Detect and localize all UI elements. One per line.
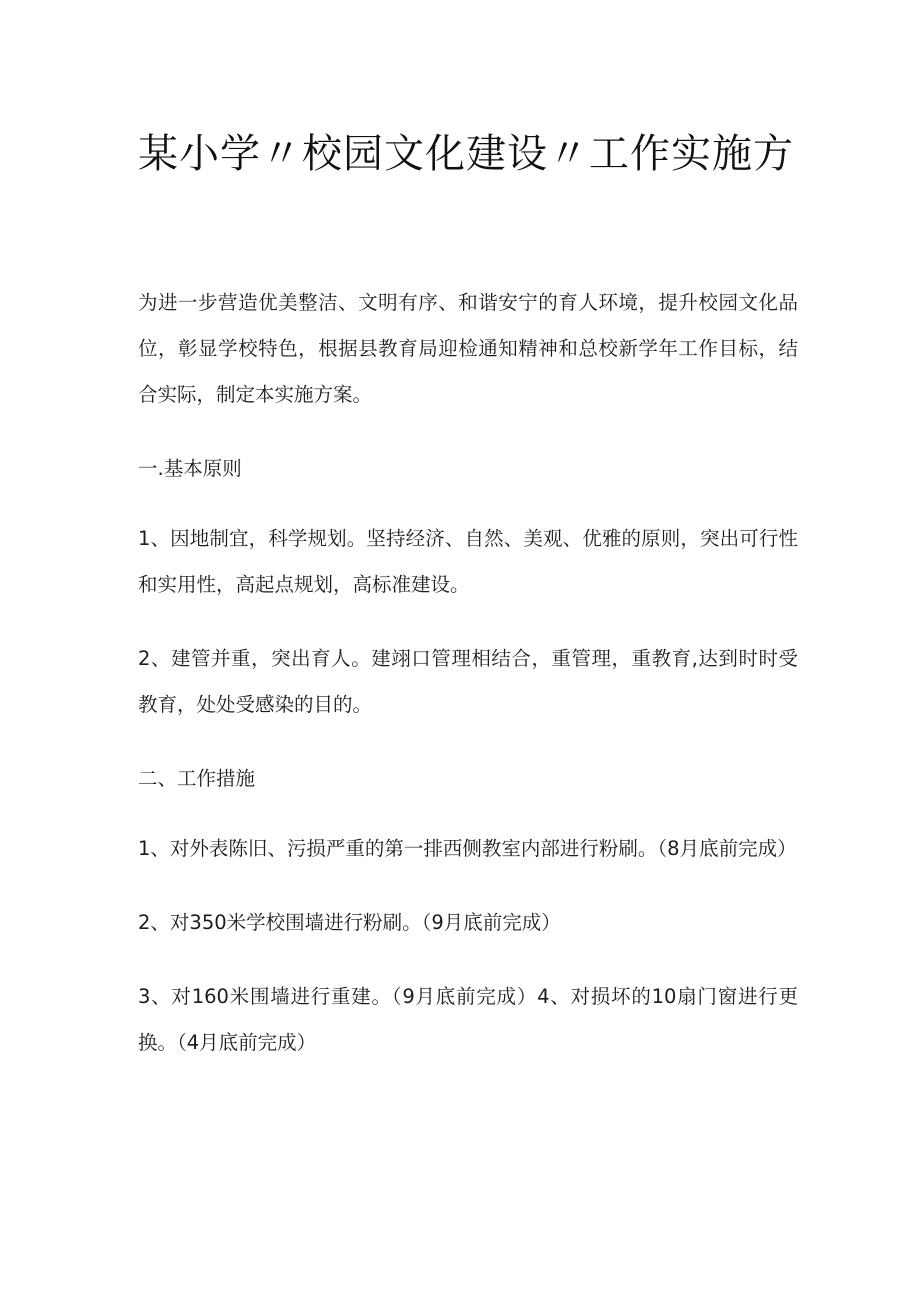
document-title: 某小学〃校园文化建设〃工作实施方 <box>138 131 794 177</box>
section-heading-basic-principles: 一.基本原则 <box>138 457 242 480</box>
principle-1-paragraph: 1、因地制宜，科学规划。坚持经济、自然、美观、优雅的原则，突出可行性和实用性，高起点规划，高标准建设。 <box>138 527 798 596</box>
principle-2-paragraph: 2、建管并重，突出育人。建翊口管理相结合，重管理，重教育,达到时时受教育，处处受感染的目的。 <box>138 647 798 716</box>
intro-paragraph: 为进一步营造优美整洁、文明有序、和谐安宁的育人环境，提升校园文化品位，彰显学校特色，根据县教育局迎检通知精神和总校新学年工作目标，结合实际，制定本实施方案。 <box>138 291 798 406</box>
section-heading-work-measures: 二、工作措施 <box>138 767 256 790</box>
measure-1-paragraph: 1、对外表陈旧、污损严重的第一排西侧教室内部进行粉刷。（8月底前完成） <box>138 837 797 860</box>
document-body <box>138 280 798 1094</box>
measure-3-4-paragraph: 3、对160米围墙进行重建。（9月底前完成）4、对损坏的10扇门窗进行更换。（4月底前完成） <box>138 985 798 1054</box>
measure-2-paragraph: 2、对350米学校围墙进行粉刷。（9月底前完成） <box>138 911 561 934</box>
